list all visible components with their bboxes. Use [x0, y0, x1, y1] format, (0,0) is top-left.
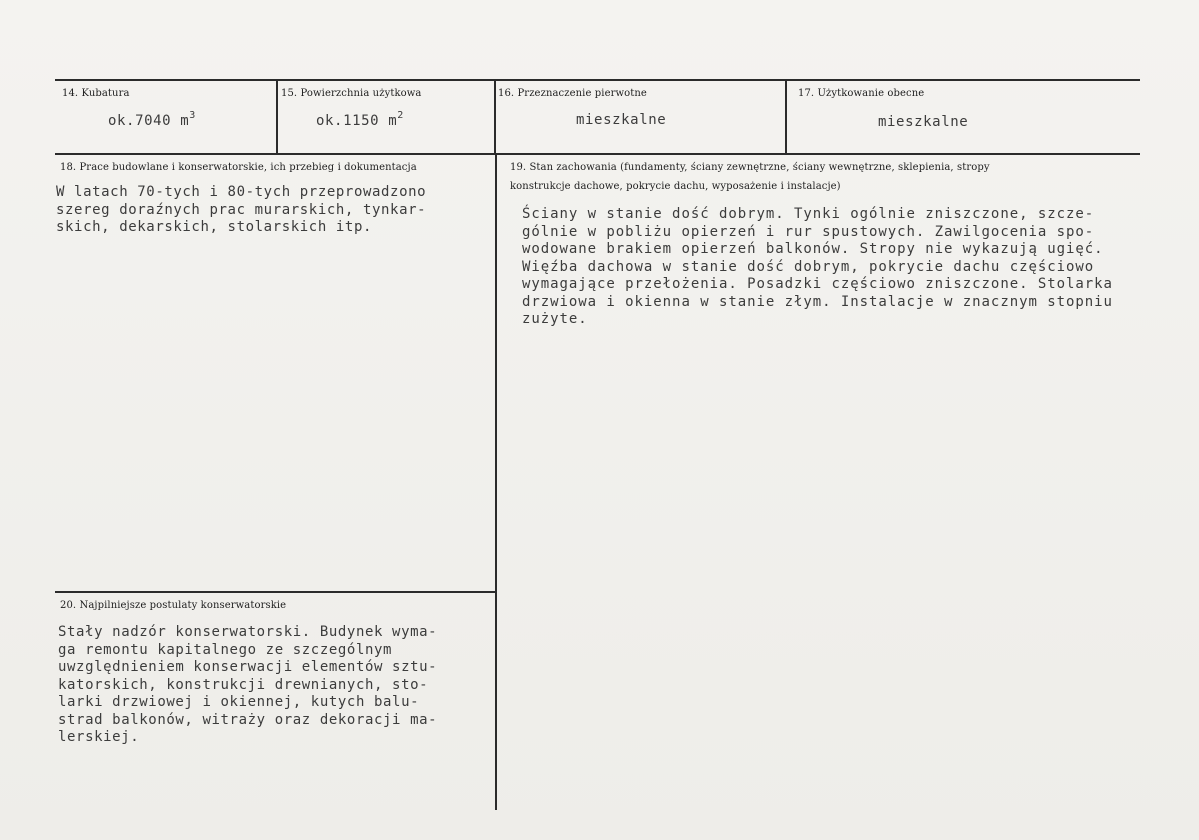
top-rule — [55, 79, 1140, 81]
field14-value — [108, 110, 196, 129]
field14-sup: 3 — [189, 110, 196, 121]
field19-label-line1: 19. Stan zachowania (fundamenty, ściany zewnętrzne, ściany wewnętrzne, sklepienia, stropy — [510, 162, 990, 173]
field14-label: 14. Kubatura — [62, 88, 130, 99]
field15-number: ok.1150 m — [316, 113, 398, 129]
field15-sup: 2 — [397, 110, 404, 121]
field19-label-line2: konstrukcje dachowe, pokrycie dachu, wyposażenie i instalacje) — [510, 181, 841, 192]
field20-text — [58, 624, 437, 747]
field15-label: 15. Powierzchnia użytkowa — [281, 88, 422, 99]
field19-text — [522, 206, 1113, 329]
field16-value: mieszkalne — [576, 112, 667, 128]
field18-text — [56, 184, 426, 237]
field20-line-6: strad balkonów, witraży oraz dekoracji ma- — [58, 711, 438, 728]
field20-line-4: katorskich, konstrukcji drewnianych, sto- — [58, 676, 429, 693]
field19-line-5: wymagające przełożenia. Posadzki częściowo zniszczone. Stolarka — [522, 276, 1113, 292]
field20-line-3: uwzględnieniem konserwacji elementów sztu- — [58, 659, 438, 675]
field19-line-2: gólnie w pobliżu opierzeń i rur spustowych. Zawilgocenia spo- — [522, 223, 1095, 240]
field19-line-6: drzwiowa i okienna w stanie złym. Instalacje w znacznym stopniu — [522, 293, 1113, 310]
field20-line-2: ga remontu kapitalnego ze szczególnym — [58, 641, 393, 658]
col-divider-3 — [785, 80, 787, 154]
field20-label: 20. Najpilniejsze postulaty konserwatorskie — [60, 600, 287, 611]
field18-line-2: szereg doraźnych prac murarskich, tynkar- — [56, 201, 427, 218]
row-divider — [55, 153, 1140, 155]
field19-line-7: zużyte. — [522, 311, 588, 327]
field18-line-1: W latach 70-tych i 80-tych przeprowadzono — [56, 184, 427, 200]
field20-line-7: lerskiej. — [58, 729, 140, 745]
field20-line-1: Stały nadzór konserwatorski. Budynek wyma- — [58, 624, 438, 640]
field17-value: mieszkalne — [878, 114, 969, 130]
field19-line-1: Ściany w stanie dość dobrym. Tynki ogólnie zniszczone, szcze- — [522, 206, 1095, 222]
field14-number: ok.7040 m — [108, 113, 190, 129]
field19-line-4: Więźba dachowa w stanie dość dobrym, pokrycie dachu częściowo — [522, 258, 1095, 275]
field18-label: 18. Prace budowlane i konserwatorskie, ich przebieg i dokumentacja — [60, 162, 417, 173]
field17-label: 17. Użytkowanie obecne — [798, 88, 925, 99]
field18-line-3: skich, dekarskich, stolarskich itp. — [56, 219, 373, 235]
field16-label: 16. Przeznaczenie pierwotne — [498, 88, 647, 99]
field20-line-5: larki drzwiowej i okiennej, kutych balu- — [58, 694, 420, 710]
field15-value — [316, 110, 404, 129]
field19-line-3: wodowane brakiem opierzeń balkonów. Stropy nie wykazują ugięć. — [522, 241, 1104, 257]
col-divider-2 — [494, 80, 496, 154]
main-col-divider — [495, 155, 497, 810]
col-divider-1 — [276, 80, 278, 154]
section20-rule — [55, 591, 495, 593]
